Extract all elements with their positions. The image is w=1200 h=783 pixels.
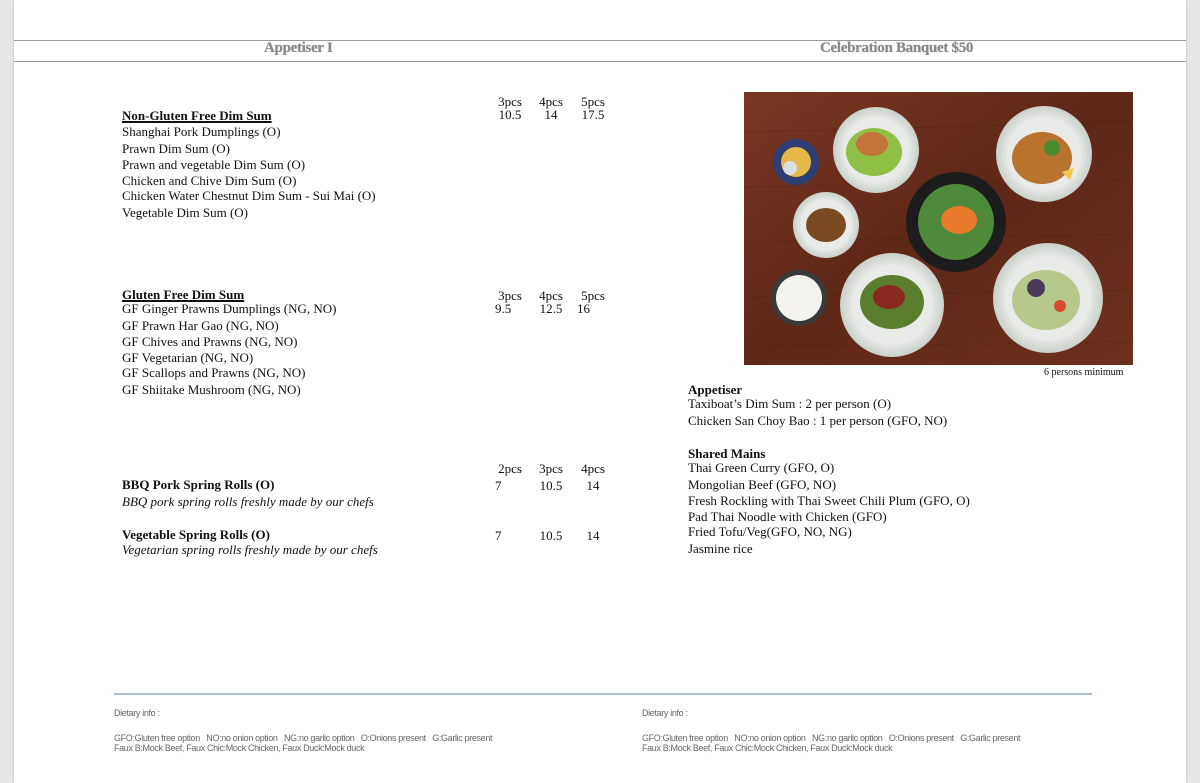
list-item: Chicken Water Chestnut Dim Sum - Sui Mai (O) (122, 188, 376, 204)
green-curry-plate (993, 243, 1103, 353)
shared-mains-items (688, 460, 970, 558)
price-header: 3pcs (498, 288, 522, 303)
price-value: 17.5 (581, 107, 605, 122)
footer-right-line2: Faux B:Mock Beef, Faux Chic:Mock Chicken, Faux Duck:Mock duck (642, 743, 893, 753)
list-item: Fried Tofu/Veg(GFO, NO, NG) (688, 524, 852, 540)
list-item: GF Ginger Prawns Dumplings (NG, NO) (122, 301, 337, 316)
salad-bowl (906, 172, 1006, 272)
header-bottom-rule (14, 61, 1186, 62)
list-item: Fresh Rockling with Thai Sweet Chili Plum (GFO, O) (688, 493, 970, 509)
banquet-appetiser-title: Appetiser (688, 382, 743, 397)
gluten-free-price-grid (490, 289, 614, 315)
rice-bowl (771, 270, 827, 326)
price-value: 14 (544, 107, 558, 122)
shared-mains-title: Shared Mains (688, 446, 766, 461)
list-item: GF Prawn Har Gao (NG, NO) (122, 317, 279, 333)
photo-caption: 6 persons minimum (1044, 367, 1124, 378)
beef-plate (793, 192, 859, 258)
banquet-appetiser-items (688, 396, 947, 429)
price-header: 4pcs (539, 94, 563, 109)
spring-roll-price-headers (490, 462, 614, 475)
list-item: Prawn Dim Sum (O) (122, 140, 230, 156)
price-value: 10.5 (539, 528, 563, 543)
beef-salad-plate (840, 253, 944, 357)
list-item: GF Shiitake Mushroom (NG, NO) (122, 381, 301, 397)
list-item: Chicken San Choy Bao : 1 per person (GFO, NO) (688, 412, 948, 428)
san-choy-bao-plate (833, 107, 919, 193)
price-header: 5pcs (581, 94, 605, 109)
price-value: 10.5 (498, 107, 522, 122)
menu-page (14, 0, 1186, 783)
price-value: 7 (495, 528, 502, 543)
price-value: 14 (586, 528, 600, 543)
price-header: 5pcs (581, 288, 605, 303)
price-value: 10.5 (539, 478, 563, 493)
price-header: 2pcs (498, 461, 522, 476)
bbq-pork-spring-rolls-name: BBQ Pork Spring Rolls (O) (122, 477, 275, 492)
bbq-pork-spring-rolls-prices (490, 479, 614, 492)
list-item: Chicken and Chive Dim Sum (O) (122, 173, 297, 189)
vegetable-spring-rolls-prices (490, 529, 614, 542)
list-item: Shanghai Pork Dumplings (O) (122, 124, 281, 139)
right-column-title: Celebration Banquet $50 (820, 40, 974, 56)
price-value: 12.5 (539, 301, 563, 316)
gluten-free-section-title: Gluten Free Dim Sum (122, 287, 245, 302)
footer-rule (114, 693, 1092, 695)
non-gluten-items (122, 124, 376, 222)
list-item: Pad Thai Noodle with Chicken (GFO) (688, 509, 887, 525)
banquet-food-photo (744, 92, 1133, 365)
left-column-title: Appetiser I (264, 40, 333, 56)
header-top-rule (14, 40, 1186, 41)
non-gluten-section-title: Non-Gluten Free Dim Sum (122, 108, 272, 123)
gluten-free-items (122, 301, 337, 399)
footer-left-heading: Dietary info : (114, 708, 160, 718)
price-value: 7 (495, 478, 502, 493)
footer-left-line1: GFO:Gluten free option NO:no onion option NG:no garlic option O:Onions present G:Garlic present (114, 733, 493, 743)
price-value: 16 (577, 301, 590, 316)
dipping-bowl (773, 139, 819, 185)
list-item: Vegetable Dim Sum (O) (122, 204, 249, 220)
list-item: Jasmine rice (688, 540, 753, 556)
price-value: 14 (586, 478, 600, 493)
list-item: Prawn and vegetable Dim Sum (O) (122, 157, 306, 173)
price-header: 3pcs (498, 94, 522, 109)
list-item: Taxiboat’s Dim Sum : 2 per person (O) (688, 396, 892, 411)
pad-thai-plate (996, 106, 1092, 202)
list-item: Thai Green Curry (GFO, O) (688, 460, 835, 475)
price-value: 9.5 (495, 301, 512, 316)
list-item: GF Vegetarian (NG, NO) (122, 350, 254, 366)
list-item: GF Scallops and Prawns (NG, NO) (122, 365, 306, 381)
bbq-pork-spring-rolls-desc: BBQ pork spring rolls freshly made by our chefs (122, 494, 374, 509)
footer-left-line2: Faux B:Mock Beef, Faux Chic:Mock Chicken, Faux Duck:Mock duck (114, 743, 365, 753)
price-header: 4pcs (539, 288, 563, 303)
list-item: GF Chives and Prawns (NG, NO) (122, 334, 298, 350)
vegetable-spring-rolls-desc: Vegetarian spring rolls freshly made by our chefs (122, 542, 378, 557)
vegetable-spring-rolls-name: Vegetable Spring Rolls (O) (122, 527, 270, 542)
list-item: Mongolian Beef (GFO, NO) (688, 476, 837, 492)
footer-right-line1: GFO:Gluten free option NO:no onion option NG:no garlic option O:Onions present G:Garlic present (642, 733, 1021, 743)
banquet-food-illustration (744, 92, 1133, 365)
non-gluten-price-grid (490, 95, 614, 121)
footer-right-heading: Dietary info : (642, 708, 688, 718)
price-header: 3pcs (539, 461, 563, 476)
price-header: 4pcs (581, 461, 605, 476)
